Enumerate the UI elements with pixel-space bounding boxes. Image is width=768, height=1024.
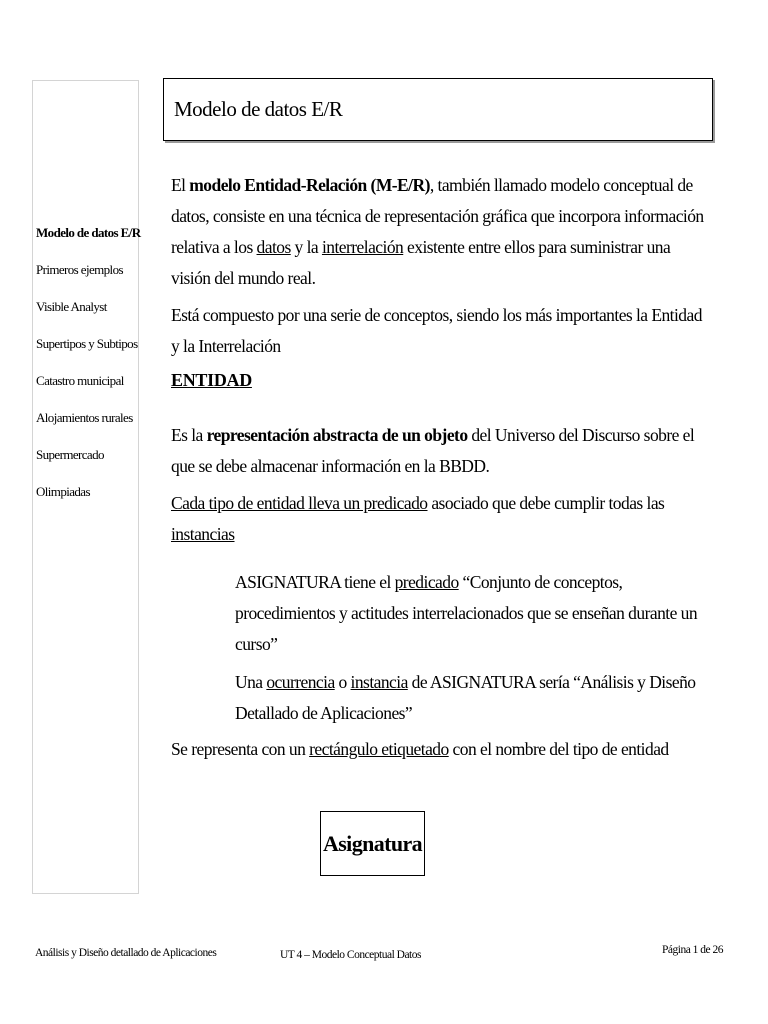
text: y la	[290, 237, 322, 257]
page-title: Modelo de datos E/R	[174, 97, 343, 121]
sidebar-item-catastro[interactable]: Catastro municipal	[36, 373, 124, 388]
text: , también llamado modelo conceptual de datos, consiste en una técnica de representación gráfica que incorpora información relativa a los	[171, 175, 704, 257]
sidebar-item-supertipos[interactable]: Supertipos y Subtipos	[36, 336, 138, 351]
text: Es la	[171, 425, 207, 445]
sidebar-item-alojamientos[interactable]: Alojamientos rurales	[36, 410, 133, 425]
text: con el nombre del tipo de entidad	[448, 739, 669, 759]
sidebar-item-olimpiadas[interactable]: Olimpiadas	[36, 484, 90, 499]
footer-page-number: Página 1 de 26	[662, 944, 724, 956]
representation-block	[171, 734, 711, 765]
term-interrelacion: interrelación	[321, 237, 404, 257]
paragraph-definition	[171, 170, 711, 294]
text: “Conjunto de conceptos, procedimientos y actitudes interrelacionados que se enseñan durante un curso”	[235, 572, 698, 654]
footer-unit: UT 4 – Modelo Conceptual Datos	[280, 949, 421, 961]
text: de ASIGNATURA sería “Análisis y Diseño Detallado de Aplicaciones”	[235, 672, 696, 723]
text: Una	[235, 672, 267, 692]
term-instancia: instancia	[350, 672, 408, 692]
section-heading-entidad: ENTIDAD	[171, 370, 252, 390]
term-ocurrencia: ocurrencia	[266, 672, 335, 692]
term-predicado: predicado	[394, 572, 459, 592]
sidebar-item-supermercado[interactable]: Supermercado	[36, 447, 104, 462]
term-instancias: instancias	[171, 524, 235, 544]
paragraph-representation	[171, 734, 711, 765]
entity-label: Asignatura	[322, 830, 423, 856]
paragraph-predicado	[171, 488, 711, 550]
paragraph-concepts: Está compuesto por una serie de conceptos, siendo los más importantes la Entidad y la Interrelación	[171, 305, 702, 356]
example-instancia	[235, 667, 705, 729]
text: existente entre ellos para suministrar una visión del mundo real.	[171, 237, 671, 288]
page-title-box	[163, 78, 713, 141]
term-mer: modelo Entidad-Relación (M-E/R)	[189, 175, 430, 195]
sidebar-item-primeros-ejemplos[interactable]: Primeros ejemplos	[36, 262, 123, 277]
text: Se representa con un	[171, 739, 310, 759]
entity-rectangle	[320, 811, 425, 876]
term-predicado: Cada tipo de entidad lleva un predicado	[171, 493, 428, 513]
text: ASIGNATURA tiene el	[235, 572, 395, 592]
footer-course: Análisis y Diseño detallado de Aplicaciones	[35, 947, 217, 959]
text: asociado que debe cumplir todas las	[427, 493, 665, 513]
sidebar-list	[36, 214, 141, 510]
entidad-section	[171, 420, 711, 550]
text: El	[171, 175, 190, 195]
paragraph-entidad-definition	[171, 420, 711, 482]
examples-block	[235, 567, 705, 729]
text: del Universo del Discurso sobre el que se debe almacenar información en la BBDD.	[171, 425, 695, 476]
term-rectangulo: rectángulo etiquetado	[309, 739, 449, 759]
text: o	[334, 672, 351, 692]
main-content	[171, 170, 711, 362]
sidebar-item-modelo-datos[interactable]: Modelo de datos E/R	[36, 225, 141, 240]
term-representacion: representación abstracta de un objeto	[206, 425, 468, 445]
sidebar-nav	[32, 80, 139, 894]
example-predicado	[235, 567, 705, 660]
sidebar-item-visible-analyst[interactable]: Visible Analyst	[36, 299, 107, 314]
term-datos: datos	[256, 237, 291, 257]
